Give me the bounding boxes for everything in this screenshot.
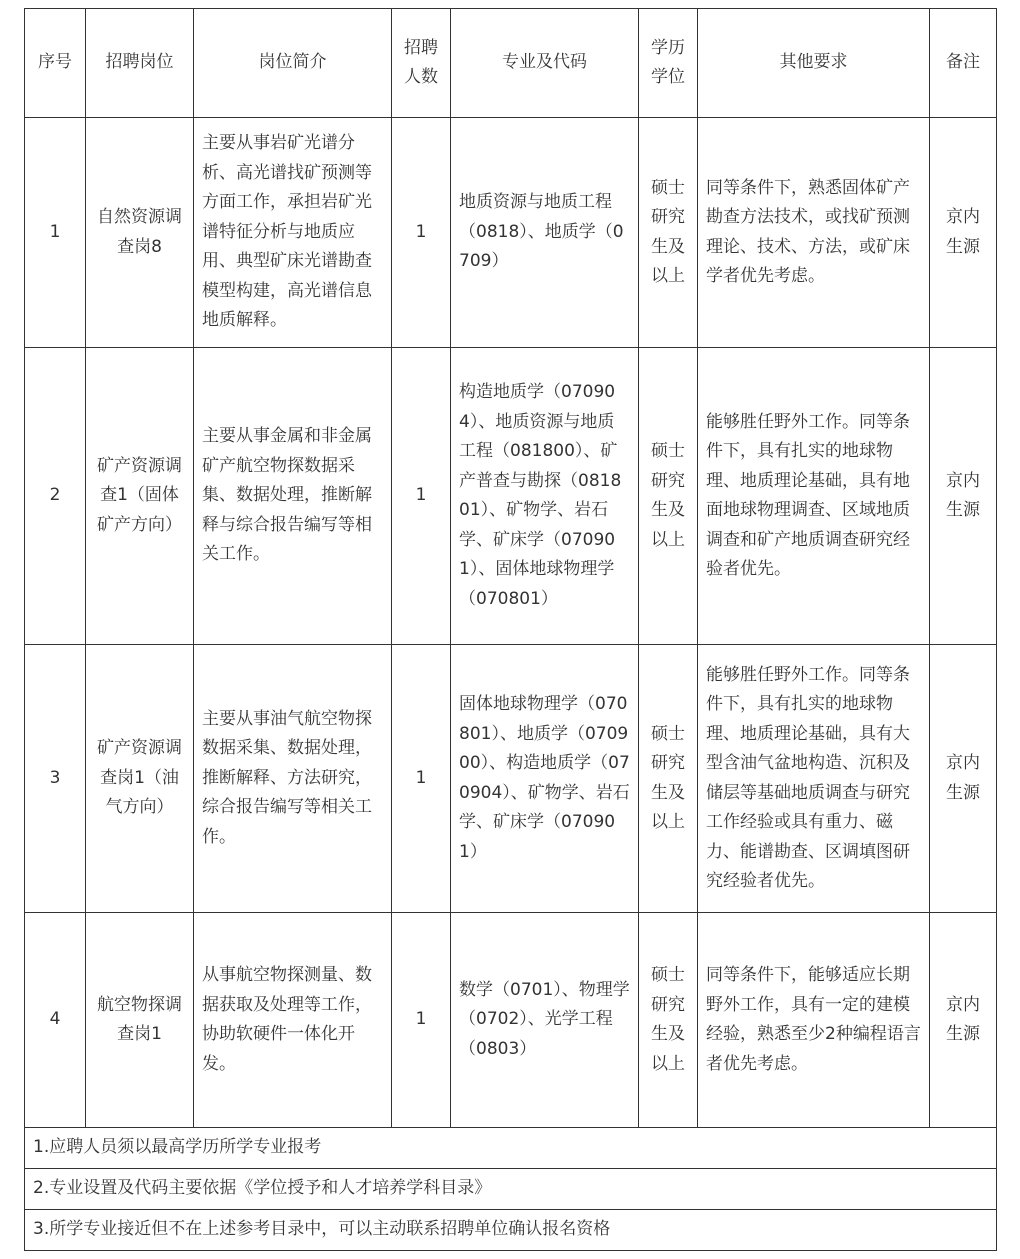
header-other: 其他要求 <box>698 9 930 118</box>
note-1: 1.应聘人员须以最高学历所学专业报考 <box>25 1128 997 1169</box>
cell-count: 1 <box>392 348 451 645</box>
note-row <box>25 1169 997 1210</box>
cell-other: 同等条件下，能够适应长期野外工作，具有一定的建模经验，熟悉至少2种编程语言者优先考虑。 <box>698 913 930 1128</box>
table-row <box>25 348 997 645</box>
header-remark: 备注 <box>930 9 997 118</box>
cell-major: 构造地质学（070904）、地质资源与地质工程（081800）、矿产普查与勘探（081801）、矿物学、岩石学、矿床学（070901）、固体地球物理学（070801） <box>451 348 639 645</box>
note-row <box>25 1210 997 1251</box>
header-major: 专业及代码 <box>451 9 639 118</box>
note-row <box>25 1128 997 1169</box>
cell-remark: 京内生源 <box>930 913 997 1128</box>
header-degree: 学历学位 <box>639 9 698 118</box>
cell-other: 能够胜任野外工作。同等条件下，具有扎实的地球物理、地质理论基础，具有地面地球物理调查、区域地质调查和矿产地质调查研究经验者优先。 <box>698 348 930 645</box>
cell-intro: 主要从事金属和非金属矿产航空物探数据采集、数据处理，推断解释与综合报告编写等相关工作。 <box>194 348 392 645</box>
cell-no: 4 <box>25 913 86 1128</box>
cell-intro: 主要从事岩矿光谱分析、高光谱找矿预测等方面工作，承担岩矿光谱特征分析与地质应用、典型矿床光谱勘查模型构建，高光谱信息地质解释。 <box>194 118 392 348</box>
cell-position: 航空物探调查岗1 <box>86 913 194 1128</box>
table-row <box>25 913 997 1128</box>
cell-intro: 主要从事油气航空物探数据采集、数据处理，推断解释、方法研究，综合报告编写等相关工作。 <box>194 645 392 913</box>
cell-degree: 硕士研究生及以上 <box>639 348 698 645</box>
cell-degree: 硕士研究生及以上 <box>639 118 698 348</box>
cell-position: 矿产资源调查1（固体矿产方向） <box>86 348 194 645</box>
cell-major: 地质资源与地质工程（0818）、地质学（0709） <box>451 118 639 348</box>
table-header-row <box>25 9 997 118</box>
cell-remark: 京内生源 <box>930 645 997 913</box>
cell-remark: 京内生源 <box>930 118 997 348</box>
cell-position: 矿产资源调查岗1（油气方向） <box>86 645 194 913</box>
cell-count: 1 <box>392 118 451 348</box>
cell-major: 固体地球物理学（070801）、地质学（070900）、构造地质学（070904）、矿物学、岩石学、矿床学（070901） <box>451 645 639 913</box>
cell-remark: 京内生源 <box>930 348 997 645</box>
cell-intro: 从事航空物探测量、数据获取及处理等工作，协助软硬件一体化开发。 <box>194 913 392 1128</box>
note-2: 2.专业设置及代码主要依据《学位授予和人才培养学科目录》 <box>25 1169 997 1210</box>
cell-count: 1 <box>392 645 451 913</box>
cell-other: 同等条件下，熟悉固体矿产勘查方法技术，或找矿预测理论、技术、方法，或矿床学者优先考虑。 <box>698 118 930 348</box>
table-row <box>25 645 997 913</box>
cell-major: 数学（0701）、物理学（0702）、光学工程（0803） <box>451 913 639 1128</box>
cell-no: 2 <box>25 348 86 645</box>
header-count: 招聘人数 <box>392 9 451 118</box>
header-intro: 岗位简介 <box>194 9 392 118</box>
cell-count: 1 <box>392 913 451 1128</box>
cell-no: 1 <box>25 118 86 348</box>
cell-other: 能够胜任野外工作。同等条件下，具有扎实的地球物理、地质理论基础，具有大型含油气盆地构造、沉积及储层等基础地质调查与研究工作经验或具有重力、磁力、能谱勘查、区调填图研究经验者优先。 <box>698 645 930 913</box>
recruitment-table <box>24 8 997 1251</box>
cell-degree: 硕士研究生及以上 <box>639 645 698 913</box>
cell-position: 自然资源调查岗8 <box>86 118 194 348</box>
table-row <box>25 118 997 348</box>
header-no: 序号 <box>25 9 86 118</box>
header-position: 招聘岗位 <box>86 9 194 118</box>
cell-no: 3 <box>25 645 86 913</box>
cell-degree: 硕士研究生及以上 <box>639 913 698 1128</box>
note-3: 3.所学专业接近但不在上述参考目录中，可以主动联系招聘单位确认报名资格 <box>25 1210 997 1251</box>
